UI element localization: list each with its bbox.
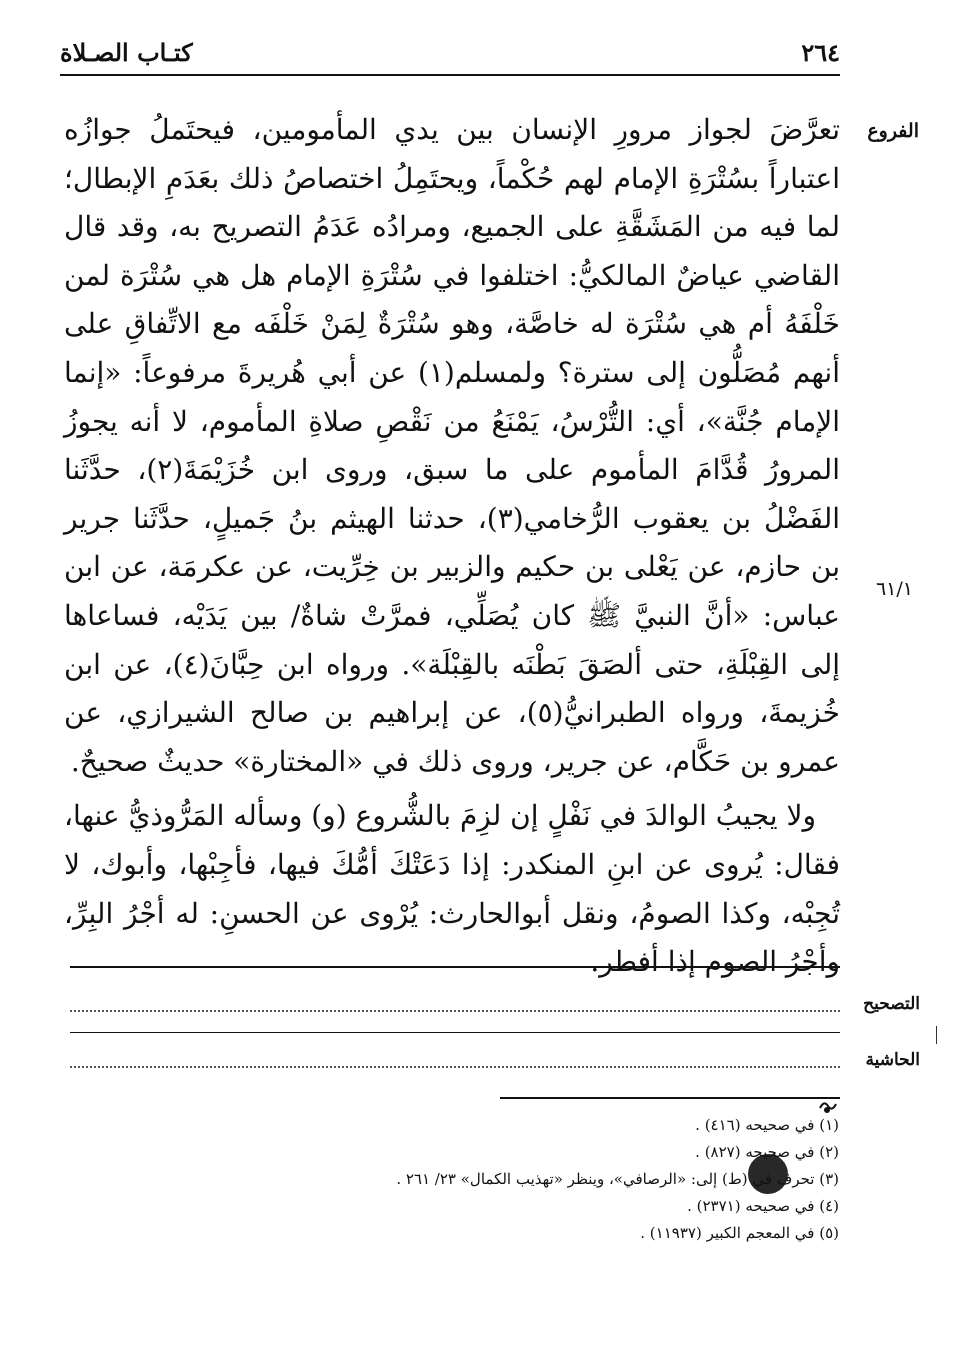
- running-header: [60, 38, 840, 70]
- correction-label: التصحيح: [863, 994, 920, 1014]
- body-paragraph-2: ولا يجيبُ الوالدَ في نَفْلٍ إن لزِمَ بالشُّروع (و) وسأله المَرُّوذيُّ عنها، فقال: يُروى عن ابنِ المنكدر: إذا دَعَتْكَ أمُّكَ فيها، فأجِبْها، وأبوك، لا تُجِبْه، وكذا الصومُ، ونقل أبوالحارث: يُرْوى عن الحسنِ: له أجْرُ البِرِّ، وأجْرُ الصوم إذا أفطر.: [64, 799, 840, 979]
- dotted-line: [70, 1066, 840, 1068]
- volume-reference: ٦١/١: [875, 578, 913, 600]
- footnote-rule: [500, 1097, 840, 1099]
- footnote-item: (٢) في صحيحه (٨٢٧) .: [695, 1143, 839, 1161]
- main-text: [64, 106, 840, 987]
- book-title: كتـاب الصـلاة: [60, 38, 193, 67]
- section-label: الفروع: [867, 120, 919, 142]
- footnote-item: (١) في صحيحه (٤١٦) .: [695, 1116, 839, 1134]
- divider: [70, 1032, 840, 1033]
- footnote-item: (٤) في صحيحه (٢٣٧١) .: [687, 1197, 839, 1215]
- dotted-line: [70, 1010, 840, 1012]
- body-paragraph-1: تعرَّضَ لجواز مرورِ الإنسان بين يدي المأمومين، فيحتَملُ جوازُه اعتباراً بسُتْرَةِ الإمام لهم حُكْماً، ويحتَمِلُ اختصاصُ ذلك بعَدَمِ الإبطال؛ لما فيه من المَشَقَّةِ على الجميع، ومرادُه عَدَمُ التصريح به، وقد قال القاضي عياضٌ المالكيُّ: اختلفوا في سُتْرَةِ الإمام هل هي سُتْرَة لمن خَلْفَهُ أم هي سُتْرَة له خاصَّة، وهو سُتْرَةٌ لِمَنْ خَلْفَه مع الاتِّفاقِ على أنهم مُصَلُّون إلى سترة؟ ولمسلم(١) عن أبي هُريرةَ مرفوعاً: «إنما الإمام جُنَّة»، أي: التُّرْسُ، يَمْنَعُ من نَقْصِ صلاةِ المأموم، لا أنه يجوزُ المرورُ قُدَّامَ المأموم على ما سبق، وروى ابن خُزَيْمَةَ(٢)، حدَّثَنا الفَضْلُ بن يعقوب الرُّخامي(٣)، حدثنا الهيثم بنُ جَميلٍ، حدَّثَنا جرير بن حازم، عن يَعْلى بن حكيم والزبير بن خِرِّيت، عن عكرمَة، عن ابن عباس: «أنَّ النبيَّ ﷺ كان يُصَلِّي، فمرَّتْ شاةٌ/ بين يَدَيْه، فساعاها إلى القِبْلَةِ، حتى ألصَقَ بَطْنَه بالقِبْلَة». ورواه ابن حِبَّانَ(٤)، عن ابن خُزيمةَ، ورواه الطبرانيُّ(٥)، عن إبراهيم بن صالح الشيرازي، عن عمرو بن حَكَّام، عن جرير، وروى ذلك في «المختارة» حديثٌ صحيحٌ.: [64, 113, 841, 778]
- footnote-item: (٣) تحرف في (ط) إلى: «الرصافي»، وينظر «تهذيب الكمال» ٢٣/ ٢٦١ .: [396, 1170, 839, 1188]
- margin-note-label: الحاشية: [865, 1050, 920, 1070]
- page-number: ٢٦٤: [801, 38, 840, 67]
- footnote-item: (٥) في المعجم الكبير (١١٩٣٧) .: [640, 1224, 839, 1242]
- header-rule: [60, 74, 840, 76]
- margin-tick: [936, 1026, 937, 1044]
- text-end-rule: [70, 966, 840, 968]
- footnotes: [396, 1112, 839, 1247]
